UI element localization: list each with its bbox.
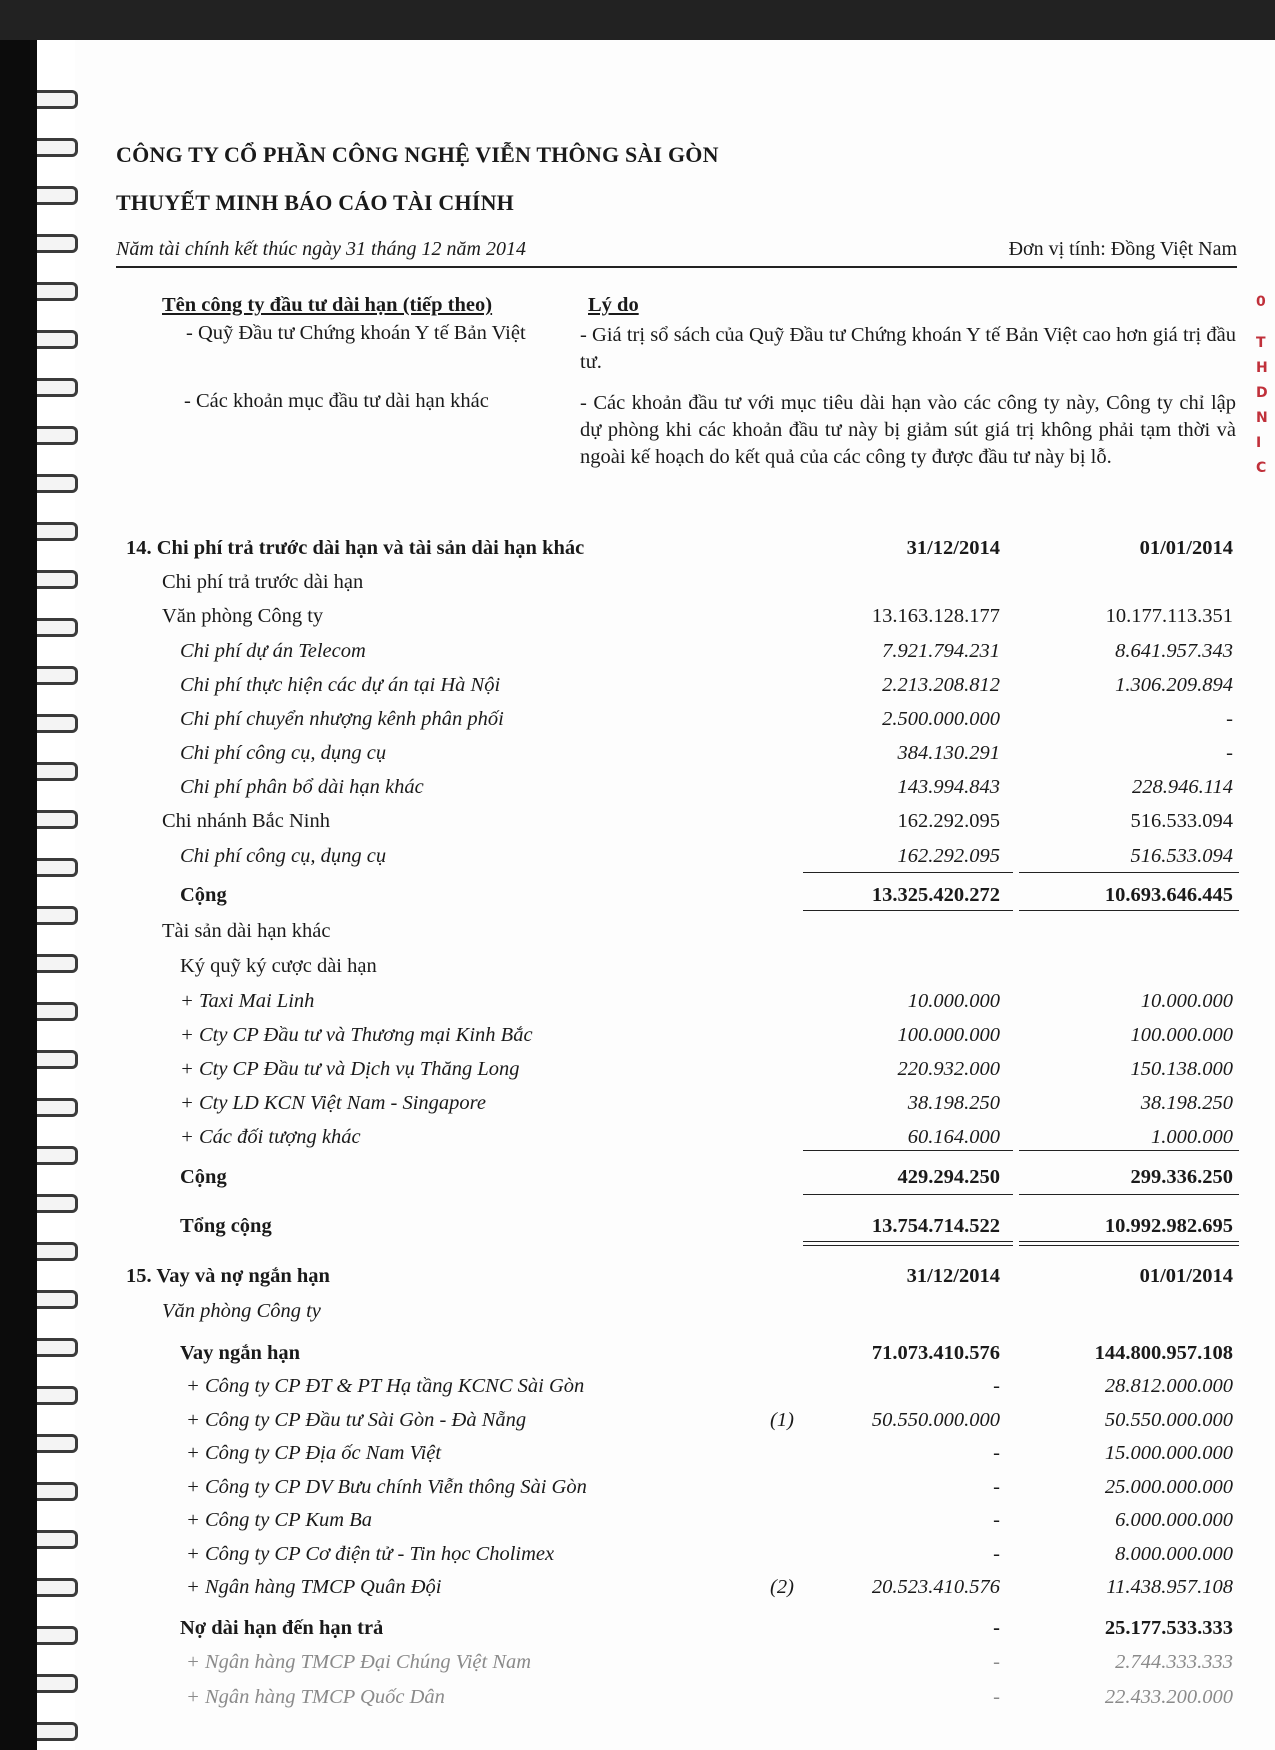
subtotal-rule <box>803 1150 1013 1151</box>
subtotal-1-label: Cộng <box>180 884 227 906</box>
binder-ring <box>37 1482 78 1501</box>
short-loans-label: Vay ngắn hạn <box>180 1342 301 1364</box>
office-item-value-2013: - <box>1226 742 1233 764</box>
binder-ring <box>37 954 78 973</box>
binder-ring <box>37 426 78 445</box>
subtotal-2-label: Cộng <box>180 1166 227 1188</box>
col-header-2014: 31/12/2014 <box>906 1265 1000 1287</box>
stamp-fragment: I <box>1256 435 1262 451</box>
binder-ring <box>37 1674 78 1693</box>
binder-ring <box>37 522 78 541</box>
subtotal-rule <box>1019 872 1239 873</box>
subtotal-2-value-2014: 429.294.250 <box>897 1166 1000 1188</box>
binder-ring <box>37 138 78 157</box>
short-loan-item-value-2013: 28.812.000.000 <box>1104 1375 1233 1397</box>
office-item-label: Chi phí công cụ, dụng cụ <box>180 742 387 764</box>
office-item-label: Chi phí phân bổ dài hạn khác <box>180 776 424 798</box>
stamp-fragment: C <box>1256 460 1267 476</box>
office-item-label: Chi phí dự án Telecom <box>180 640 366 662</box>
fiscal-period: Năm tài chính kết thúc ngày 31 tháng 12 năm 2014 <box>116 238 526 260</box>
binder-ring <box>37 474 78 493</box>
office-item-label: Chi phí thực hiện các dự án tại Hà Nội <box>180 674 501 696</box>
binder-ring <box>37 714 78 733</box>
deposit-item-value-2014: 60.164.000 <box>907 1126 1000 1148</box>
branch-item-value-2013: 516.533.094 <box>1130 845 1233 867</box>
short-loan-item-value-2014: 20.523.410.576 <box>871 1576 1000 1598</box>
period-line <box>116 236 1237 268</box>
invest-row-name: - Các khoản mục đầu tư dài hạn khác <box>184 390 489 412</box>
short-loan-item-value-2014: - <box>993 1542 1000 1565</box>
invest-row-name: - Quỹ Đầu tư Chứng khoán Y tế Bản Việt <box>186 322 526 344</box>
short-loan-item-note-ref: (2) <box>770 1576 794 1598</box>
grand-total-value-2013: 10.992.982.695 <box>1104 1215 1233 1237</box>
invest-row-reason: - Các khoản đầu tư với mục tiêu dài hạn vào các công ty này, Công ty chỉ lập dự phòng khi các khoản đầu tư này bị giảm sút giá trị không phải tạm thời và ngoài kế hoạch do kết quả của các công ty được đầu tư này bị lỗ. <box>580 392 1236 468</box>
office-item-value-2014: 384.130.291 <box>897 742 1000 764</box>
subtotal-1-value-2014: 13.325.420.272 <box>871 884 1000 906</box>
short-loan-item-value-2013: 11.438.957.108 <box>1106 1576 1233 1598</box>
deposit-item-value-2014: 220.932.000 <box>897 1058 1000 1080</box>
short-loan-item-label: + Công ty CP Kum Ba <box>186 1509 373 1531</box>
subtotal-1-value-2013: 10.693.646.445 <box>1104 884 1233 906</box>
deposit-item-label: + Các đối tượng khác <box>180 1126 361 1148</box>
short-loan-item-value-2013: 25.000.000.000 <box>1104 1475 1233 1498</box>
binder-ring <box>37 1626 78 1645</box>
stamp-fragment: D <box>1256 385 1268 401</box>
binder-ring <box>37 1146 78 1165</box>
deposit-item-value-2014: 100.000.000 <box>897 1024 1000 1046</box>
subtotal-rule <box>803 910 1013 911</box>
subtotal-rule <box>1019 1194 1239 1195</box>
current-lt-debt-item-label: + Ngân hàng TMCP Quốc Dân <box>186 1686 445 1708</box>
deposit-label: Ký quỹ ký cược dài hạn <box>180 955 377 977</box>
invest-row-reason: - Giá trị sổ sách của Quỹ Đầu tư Chứng khoán Y tế Bản Việt cao hơn giá trị đầu tư. <box>580 324 1236 373</box>
binder-ring <box>37 90 78 109</box>
binder-ring <box>37 234 78 253</box>
current-lt-debt-item-value-2013: 2.744.333.333 <box>1115 1651 1233 1673</box>
invest-col-name-header: Tên công ty đầu tư dài hạn (tiếp theo) <box>162 294 493 316</box>
binder-ring <box>37 1386 78 1405</box>
branch-value-2013: 516.533.094 <box>1130 810 1233 832</box>
subtotal-rule <box>1019 910 1239 911</box>
branch-label: Chi nhánh Bắc Ninh <box>162 810 330 832</box>
short-loan-item-note-ref: (1) <box>770 1408 794 1431</box>
binder-ring <box>37 330 78 349</box>
company-name: CÔNG TY CỔ PHẦN CÔNG NGHỆ VIỄN THÔNG SÀI GÒN <box>116 142 719 167</box>
section-14-title: 14. Chi phí trả trước dài hạn và tài sản dài hạn khác <box>126 537 585 559</box>
binder-strip <box>0 40 37 1750</box>
binder-ring <box>37 1530 78 1549</box>
grand-total-label: Tổng cộng <box>180 1215 272 1237</box>
deposit-item-value-2013: 38.198.250 <box>1140 1092 1233 1114</box>
col-header-2014: 31/12/2014 <box>906 537 1000 559</box>
short-loan-item-label: + Công ty CP Cơ điện tử - Tin học Cholimex <box>186 1542 555 1565</box>
subtotal-rule <box>1019 1150 1239 1151</box>
subtotal-rule <box>803 1194 1013 1195</box>
report-title: THUYẾT MINH BÁO CÁO TÀI CHÍNH <box>116 190 514 215</box>
short-loan-item-value-2013: 15.000.000.000 <box>1104 1442 1233 1464</box>
short-loan-item-value-2014: - <box>993 1475 1000 1498</box>
short-loan-item-value-2014: 50.550.000.000 <box>871 1408 1000 1431</box>
deposit-item-label: + Cty LD KCN Việt Nam - Singapore <box>180 1092 486 1114</box>
office-item-value-2013: 8.641.957.343 <box>1115 640 1233 662</box>
binder-ring <box>37 282 78 301</box>
deposit-item-value-2013: 1.000.000 <box>1151 1126 1233 1148</box>
deposit-item-label: + Cty CP Đầu tư và Dịch vụ Thăng Long <box>180 1058 520 1080</box>
short-loans-value-2014: 71.073.410.576 <box>871 1342 1000 1364</box>
current-lt-debt-item-value-2014: - <box>993 1686 1000 1708</box>
s15-office-label: Văn phòng Công ty <box>162 1300 321 1322</box>
office-item-value-2013: - <box>1226 708 1233 730</box>
current-lt-debt-item-value-2013: 22.433.200.000 <box>1104 1686 1233 1708</box>
stamp-fragment: N <box>1256 410 1268 426</box>
binder-ring <box>37 1290 78 1309</box>
branch-value-2014: 162.292.095 <box>897 810 1000 832</box>
office-item-value-2014: 7.921.794.231 <box>882 640 1000 662</box>
subtotal-rule <box>803 872 1013 873</box>
office-item-value-2014: 2.213.208.812 <box>882 674 1000 696</box>
binder-ring <box>37 1338 78 1357</box>
other-assets-label: Tài sản dài hạn khác <box>162 920 331 942</box>
binder-ring <box>37 186 78 205</box>
current-lt-debt-value-2014: - <box>993 1617 1000 1639</box>
short-loan-item-value-2014: - <box>993 1509 1000 1531</box>
deposit-item-label: + Cty CP Đầu tư và Thương mại Kinh Bắc <box>180 1024 533 1046</box>
binder-ring <box>37 906 78 925</box>
deposit-item-value-2014: 10.000.000 <box>907 990 1000 1012</box>
current-lt-debt-value-2013: 25.177.533.333 <box>1104 1617 1233 1639</box>
binder-ring <box>37 1050 78 1069</box>
short-loan-item-value-2013: 6.000.000.000 <box>1115 1509 1233 1531</box>
binder-ring <box>37 1434 78 1453</box>
binder-ring <box>37 666 78 685</box>
short-loan-item-label: + Công ty CP Đầu tư Sài Gòn - Đà Nẵng <box>186 1408 527 1431</box>
short-loans-value-2013: 144.800.957.108 <box>1094 1342 1233 1364</box>
current-lt-debt-label: Nợ dài hạn đến hạn trả <box>180 1617 384 1639</box>
current-lt-debt-item-value-2014: - <box>993 1651 1000 1673</box>
office-item-value-2013: 228.946.114 <box>1132 776 1233 798</box>
office-item-value-2013: 1.306.209.894 <box>1115 674 1233 696</box>
grand-total-value-2014: 13.754.714.522 <box>871 1215 1000 1237</box>
binder-ring <box>37 1194 78 1213</box>
subtotal-2-value-2013: 299.336.250 <box>1130 1166 1233 1188</box>
short-loan-item-label: + Ngân hàng TMCP Quân Đội <box>186 1576 442 1598</box>
binder-ring <box>37 1002 78 1021</box>
short-loan-item-label: + Công ty CP ĐT & PT Hạ tầng KCNC Sài Gòn <box>186 1375 585 1397</box>
stamp-fragment: 0 <box>1256 294 1266 310</box>
stamp-fragment: H <box>1256 360 1268 376</box>
deposit-item-value-2014: 38.198.250 <box>907 1092 1000 1114</box>
binder-ring <box>37 378 78 397</box>
office-value-2013: 10.177.113.351 <box>1105 605 1233 627</box>
section-15-title: 15. Vay và nợ ngắn hạn <box>126 1265 330 1287</box>
binder-ring <box>37 618 78 637</box>
binder-ring <box>37 1722 78 1741</box>
short-loan-item-value-2014: - <box>993 1442 1000 1464</box>
office-item-value-2014: 143.994.843 <box>897 776 1000 798</box>
invest-col-reason-header: Lý do <box>588 294 639 316</box>
current-lt-debt-item-label: + Ngân hàng TMCP Đại Chúng Việt Nam <box>186 1651 532 1673</box>
binder-ring <box>37 570 78 589</box>
currency-unit: Đơn vị tính: Đồng Việt Nam <box>1008 238 1237 260</box>
short-loan-item-label: + Công ty CP DV Bưu chính Viễn thông Sài Gòn <box>186 1475 587 1498</box>
prepaid-label: Chi phí trả trước dài hạn <box>162 571 364 593</box>
scan-top-shadow <box>0 0 1275 40</box>
stamp-fragment: T <box>1256 335 1266 351</box>
binder-ring <box>37 1098 78 1117</box>
short-loan-item-value-2013: 8.000.000.000 <box>1115 1542 1233 1565</box>
binder-ring <box>37 1242 78 1261</box>
deposit-item-label: + Taxi Mai Linh <box>180 990 315 1012</box>
total-double-rule <box>803 1241 1013 1246</box>
binder-ring <box>37 762 78 781</box>
short-loan-item-value-2014: - <box>993 1375 1000 1397</box>
short-loan-item-label: + Công ty CP Địa ốc Nam Việt <box>186 1442 442 1464</box>
deposit-item-value-2013: 150.138.000 <box>1130 1058 1233 1080</box>
binder-ring <box>37 810 78 829</box>
short-loan-item-value-2013: 50.550.000.000 <box>1104 1408 1233 1431</box>
office-item-value-2014: 2.500.000.000 <box>882 708 1000 730</box>
binder-ring <box>37 1578 78 1597</box>
branch-item-label: Chi phí công cụ, dụng cụ <box>180 845 387 867</box>
col-header-2013: 01/01/2014 <box>1139 537 1233 559</box>
deposit-item-value-2013: 10.000.000 <box>1140 990 1233 1012</box>
branch-item-value-2014: 162.292.095 <box>897 845 1000 867</box>
col-header-2013: 01/01/2014 <box>1139 1265 1233 1287</box>
total-double-rule <box>1019 1241 1239 1246</box>
office-item-label: Chi phí chuyển nhượng kênh phân phối <box>180 708 504 730</box>
office-value-2014: 13.163.128.177 <box>871 605 1000 627</box>
binder-ring <box>37 858 78 877</box>
deposit-item-value-2013: 100.000.000 <box>1130 1024 1233 1046</box>
office-label: Văn phòng Công ty <box>162 605 324 627</box>
